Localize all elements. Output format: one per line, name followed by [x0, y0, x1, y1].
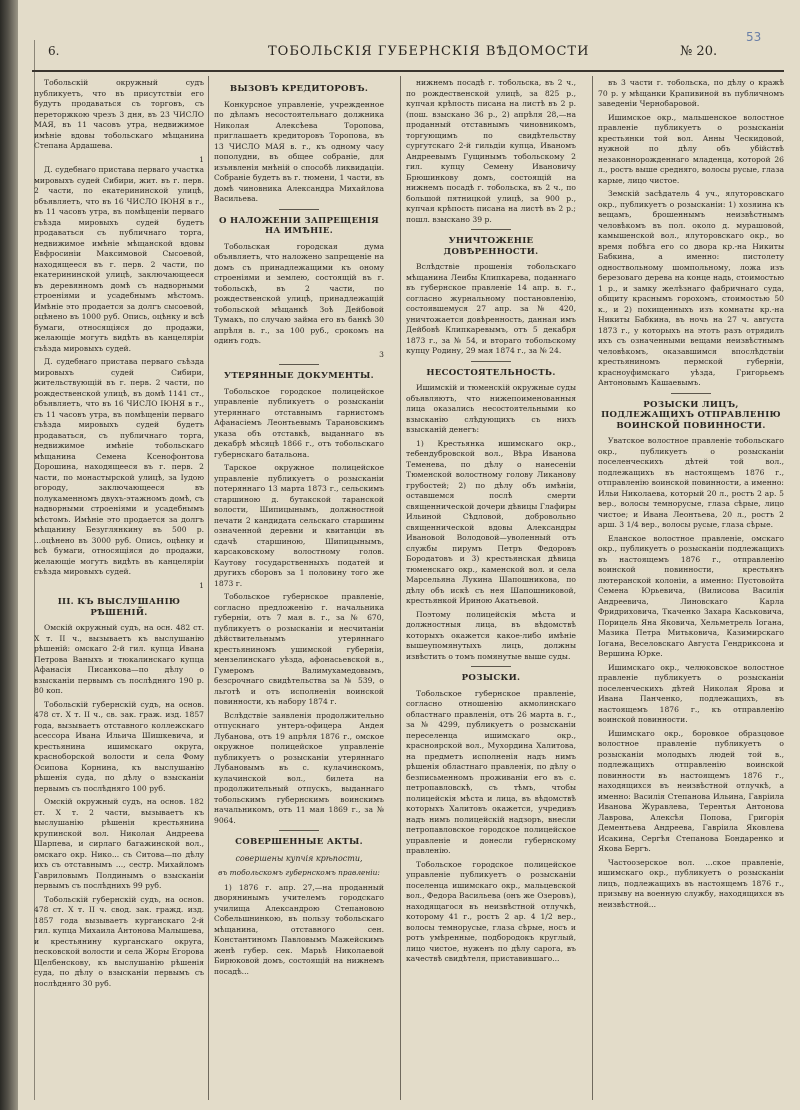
notice-number: 1 — [199, 154, 204, 164]
page-number: 6. — [48, 44, 60, 58]
notice-draft-2: Еланское волостное правленіе, омскаго окр., публикуетъ о розысканіи подлежащихъ въ настоящемъ 1876 г., отправленію воинской повинности, крестьянъ лютеранской колоніи, а именно: Пустовойта Семена Юрьевича, (Вилисова Василія Андреевича, Линовскаго Карла Фридриховича, Ткаченко Захара Каськовича, Порицель Яна Яковича, Хельметрель Іогана, Мазика Петра Митьковича, Казимирскаго Іогана, Веселовскаго Августа Гендриксона и Вершина Юрке. — [598, 533, 784, 658]
section-heading-decisions: III. КЪ ВЫСЛУШАНІЮ РѢШЕНІЙ. — [57, 597, 181, 618]
column-divider — [208, 76, 209, 1100]
notice-insolvency-intro: Ишимскій и тюменскій окружные суды объявляютъ, что нижепоименованныя лица оказались несостоятельными ко взысканію слѣдующихъ съ нихъ взысканій денегъ: — [406, 383, 576, 434]
notice-lost-2: Тарское окружное полицейское управленіе публикуетъ о розысканіи потеряннаго 13 марта 1873 г., сельскимъ старшиною д. бутакской таранской волости, Шипицынымъ, должностной печати 2 кандидата сельскаго старшины означенной деревни и квитанціи въ сдачѣ старшиною, Шипицынымъ, карсаковскому волостному голов. Каутову государственныхъ податей и другихъ сборовъ за 1 половину того же 1873 г. — [214, 463, 384, 588]
notice-draft-5: Частоозерское вол. ...ское правленіе, ишимскаго окр., публикуетъ о розысканіи лицъ, подлежащихъ въ настоящемъ 1876 г., призыву на военную службу, находящихся въ неизвѣстной... — [598, 857, 784, 909]
notice-insolvency-list: 1) Крестьянка ишимскаго окр., тебендубровской вол., Вѣра Иванова Теменева, по дѣлу о нанесеніи Тюменской волостному голову Ликанову грубостей; 2) по дѣлу объ имѣніи, оставшемся послѣ смерти священнической дочери дѣвицы Глафиры Ильиной Сѣдловой, добровольно священнической вдовы Александры Ивановой Володовой—уволенный отъ службы пирумъ Петръ Федоровъ Бородатовъ и 3) крестьянская дѣвица тюменскаго окр., каменской вол. и села Марсельяна Лукина Шапошникова, по дѣлу объ искѣ съ нея Шапошниковой, крестьянкой Ириною Акатьевой. — [406, 438, 576, 605]
notice-lost-4: Вслѣдствіе заявленія продолжительно отпускнаго унтеръ-офицера Андея Лубанова, отъ 19 апрѣля 1876 г., омское окружное полицейское управленіе публикуетъ о розысканіи утеряннаго Лубановымъ въ с. кулачинскомъ, кулачинской вол., билета на продолжительный отпускъ, выданнаго тобольскимъ губернскимъ воинскимъ начальникомъ, отъ 11 мая 1869 г., за № 9064. — [214, 710, 384, 825]
separator — [279, 364, 319, 365]
notice-auction-1: Тобольскій окружный судъ публикуетъ, что въ присутствіи его будутъ продаваться съ торговъ, съ переторжкою чрезъ 3 дня, въ 23 ЧИСЛО МАЯ, въ 11 часовъ утра, недвижимое имѣніе вдовы тобольскаго мѣщанина Степана Ардашева. — [34, 78, 204, 150]
notice-lost-1: Тобольское городское полицейское управленіе публикуетъ о розысканіи утеряннаго отставнымъ гарнистомъ Афанасіемъ Леонтьевымъ Тарановскимъ указа объ отставкѣ, выданнаго въ декабрѣ мѣсяцѣ 1866 г., отъ тобольскаго губернскаго батальона. — [214, 386, 384, 459]
separator — [279, 209, 319, 210]
separator — [279, 830, 319, 831]
notice-draft-4: Ишимскаго окр., боровкое образцовое волостное правленіе публикуетъ о розысканіи молодыхъ людей той в., подлежащихъ отправленію воинской повинности въ настоящемъ 1876 г., находящихся въ неизвѣстной отлучкѣ, а именно: Василія Степанова Ильина, Гавріила Иванова Журавлева, Терентья Антонова Лаврова, Алексѣя Попова, Григорія Дементьева Андреева, Гавріила Яковлева Исакина, Сергѣя Степанова Бондаренко и Якова Бергъ. — [598, 728, 784, 853]
archive-stamp: 53 — [746, 30, 762, 44]
notice-insolvency-outro: Поэтому полицейскія мѣста и должностныя лица, въ вѣдомствѣ которыхъ окажется какое-либо имѣніе вышеупомянутыхъ лицъ, должны извѣстить о томъ помянутые выше суды. — [406, 609, 576, 661]
column-4 — [598, 78, 784, 1098]
column-1 — [34, 78, 204, 1098]
header-rule — [32, 70, 784, 72]
notice-number: 3 — [379, 349, 384, 359]
notice-deed-continued: нижнемъ посадѣ г. тобольска, въ 2 ч., по рождественской улицѣ, за 825 р., купчая крѣпость писана на листѣ въ 2 р. (пош. взыскано 36 р., 2) апрѣля 28,—на проданный отставнымъ чиновникомъ, торгующимъ по свидѣтельству сургутскаго 2-й гильдіи купца, Иваномъ Андреевымъ Гущинымъ тобольскому 2 гил. купцу Семену Ивановичу Брюшинкову домъ, состоящій на нижнемъ посадѣ г. тобольска, въ 2 ч., по большой пятницкой улицѣ, за 900 р., купчая крѣпость писана на листѣ въ 2 р.; пошл. взыскано 39 р. — [406, 78, 576, 224]
section-heading-insolvency: НЕСОСТОЯТЕЛЬНОСТЬ. — [426, 367, 556, 378]
notice-auction-3: Д. судебнаго пристава перваго съѣзда мировыхъ судей Сибири, жительствующій въ г. перв. 2 части, по рождественской улицѣ, въ домѣ 1141 ст., объявляетъ, что въ 16 ЧИСЛО ІЮНЯ в г., съ 11 часовъ утра, въ помѣщеніи перваго съѣзда мировыхъ судей будетъ продаваться, съ публичнаго торга, недвижимое имѣніе тобольскаго мѣщанина Семена Ксенофонтова Дорошина, находящееся въ г. перв. 2 части, по монастырской улицѣ, за Іудою огороду, заключающееся въ полукаменномъ двухъ-этажномъ домѣ, съ надворными строеніями и усадебнымъ мѣстомъ. Имѣніе это продается за долгъ мѣщанину Безуглянкину въ 500 р. ...оцѣнено въ 3000 руб. Опись, оцѣнку и всѣ бумаги, относящіяся до продажи, желающіе могутъ видѣть въ канцеляріи съѣзда мировыхъ судей. — [34, 357, 204, 576]
column-2 — [214, 78, 384, 1098]
separator — [471, 361, 511, 362]
deeds-subheading-2: въ тобольскомъ губернскомъ правленіи: — [218, 868, 380, 877]
section-heading-ban: О НАЛОЖЕНІИ ЗАПРЕЩЕНІЯ НА ИМѢНІЕ. — [218, 215, 380, 236]
separator — [471, 666, 511, 667]
section-heading-lost-documents: УТЕРЯННЫЕ ДОКУМЕНТЫ. — [224, 371, 374, 381]
notice-creditors: Конкурсное управленіе, учрежденное по дѣламъ несостоятельнаго должника Николая Алексѣева Торопова, приглашаетъ кредиторовъ Торопова, въ 13 ЧИСЛО МАЯ в. г., къ одному часу пополудни, въ общее собраніе, для изъявленія мнѣній о способѣ ликвидаціи. Собраніе будетъ въ г. тюмени, 1 части, въ домѣ чиновника Александра Михайлова Васильева. — [214, 99, 384, 203]
column-3 — [406, 78, 576, 1098]
separator — [671, 393, 711, 394]
section-heading-searches: РОЗЫСКИ. — [461, 673, 521, 683]
section-heading-creditors: ВЫЗОВЪ КРЕДИТОРОВЪ. — [229, 84, 369, 94]
notice-decision-1: Омскій окружный судъ, на осн. 482 ст. Х т. II ч., вызываетъ къ выслушанію рѣшеній: омскаго 2-й гил. купца Ивана Петрова Ваныхъ и тюкалинскаго купца Афанасія Писанкова—по дѣлу о взысканіи первымъ съ послѣдняго 190 р. 80 коп. — [34, 623, 204, 695]
notice-search-2: Тобольское городское полицейское управленіе публикуетъ о розысканіи поселенца ишимскаго окр., мальцевской вол., Федора Васильева (онъ же Озеровъ), находящагося въ неизвѣстной отлучкѣ, которому 41 г., ростъ 2 ар. 4 1/2 вер., волосы темнорусые, глаза сѣрые, носъ и ротъ умѣренные, подбородокъ круглый, лицо чистое, нуженъ по дѣлу сарога, въ качествѣ свидѣтеля, приставившаго... — [406, 859, 576, 963]
issue-number: № 20. — [680, 44, 718, 59]
notice-ban: Тобольская городская дума объявляетъ, что наложено запрещеніе на домъ съ принадлежащими къ оному строеніями и землею, состоящій въ г. тобольскѣ, въ 2 части, по рождественской улицѣ, принадлежащій тобольской мѣщанкѣ Зоѣ Дейбовой Тумакъ, по случаю займа его въ банкѣ 30 апрѣля в. г., за 100 руб., срокомъ на одинъ годъ. — [214, 241, 384, 345]
column-divider — [400, 76, 401, 1100]
column-divider — [592, 76, 593, 1100]
newspaper-title: ТОБОЛЬСКІЯ ГУБЕРНСКІЯ ВѢДОМОСТИ — [268, 44, 590, 59]
notice-draft-1: Уватское волостное правленіе тобольскаго окр., публикуетъ о розысканіи поселенческихъ дѣтей той вол., подлежащихъ въ настоящемъ 1876 г., отправленію воинской повинности, а именно: Ильи Николаева, который 20 л., ростъ 2 ар. 5 вер., волосы темнорусые, глаза сѣрые, лицо чистое; и Ивана Леонтьева, 20 л., ростъ 2 арш. 3 1/4 вер., волосы русые, глаза сѣрые. — [598, 436, 784, 529]
notice-decision-3: Омскій окружный судъ, на основ. 182 ст. Х т. 2 части, вызываетъ къ выслушанію рѣшенія крестьянина крупинской вол. Николая Андреева Шарпева, и сирлаго багажинской вол., омскаго окр. Нико... съ Ситова—по дѣлу ихъ съ отставнымъ ..., сестр. Михайломъ Гавриловымъ Полдинымъ о взысканіи первымъ съ послѣднихъ 99 руб. — [34, 797, 204, 890]
notice-draft-3: Ишимскаго окр., челюковское волостное правленіе публикуетъ о розысканіи поселенческихъ дѣтей Николая Ярова и Ивана Панченко, подлежащихъ, въ настоящемъ 1876 г., къ отправленію воинской повинности. — [598, 662, 784, 724]
notice-search-4: Ишимское окр., мальшенское волостное правленіе публикуетъ о розысканіи крестьянки той вол. Анны Ческидовой, нужной по дѣлу объ убійствѣ незаконнорожденнаго младенца, которой 26 л., ростъ выше средняго, волосы русые, глаза карые, лицо чистое. — [598, 112, 784, 185]
section-heading-deeds: СОВЕРШЕННЫЕ АКТЫ. — [235, 837, 363, 847]
deeds-subheading: совершены купчія крѣпости, — [235, 853, 363, 863]
notice-annulment: Вслѣдствіе прошенія тобольскаго мѣщанина Леибы Клипкарева, поданнаго въ губернское правленіе 14 апр. в. г., согласно журнальному постановленію, состоявшемуся 27 апр. за № 420, уничтожается довѣренность, данная имъ Дейбовѣ Клипкаревымъ, отъ 5 декабря 1873 г., за № 54, и втораго тобольскому купцу Родину, 29 мая 1874 г., за № 24. — [406, 262, 576, 355]
notice-auction-2: Д. судебнаго пристава перваго участка мировыхъ судей Сибири, жит. въ г. перв. 2 части, по екатерининской улицѣ, объявляетъ, что въ 16 ЧИСЛО ІЮНЯ в г., въ 11 часовъ утра, въ помѣщеніи перваго съѣзда мировыхъ судей будетъ продаваться съ публичнаго торга, недвижимое имѣніе мѣщанской вдовы Евфросиніи Максимовой Сысоевой, находящееся въ г. перв. 2 части, по екатерининской улицѣ, заключающееся въ деревянномъ домѣ съ надворными строеніями и усадебнымъ мѣстомъ. Имѣніе это продается за долгъ сысоевой, оцѣнено въ 1000 руб. Опись, оцѣнку и всѣ бумаги, относящіяся до продажи, желающіе могутъ видѣть въ канцеляріи съѣзда мировыхъ судей. — [34, 165, 204, 353]
newspaper-page — [18, 0, 800, 1110]
notice-search-1: Тобольское губернское правленіе, согласно отношенію акмолинскаго областнаго правленія, отъ 26 марта в. г., за № 4299, публикуетъ о розысканіи переселенца ишимскаго окр., красноярской вол., Мухордина Халитова, на предметъ исполненія надъ нимъ рѣшенія областнаго правленія, по дѣлу о безписьменномъ проживаніи его въ с. петропавловскѣ, съ тѣмъ, чтобы полицейскія мѣста и лица, въ вѣдомствѣ которыхъ Халитовъ окажется, учредивъ надъ нимъ полицейскій надзоръ, внесли петропавловское городское полицейское управленіе и донесли губернскому правленію. — [406, 688, 576, 855]
notice-decision-4: Тобольскій губернскій судъ, на основ. 478 ст. Х т. II ч. свод. зак. гражд. изд. 1857 года вызываетъ курганскаго 2-й гил. купца Михаила Антонова Малышева, и крестьянину курганскаго округа, песковской волости и села Жоры Егорова Щелбенскову, къ выслушанію рѣшенія суда, по дѣлу о взысканіи первымъ съ послѣдняго 30 руб. — [34, 894, 204, 988]
section-heading-draft: РОЗЫСКИ ЛИЦЪ, ПОДЛЕЖАЩИХЪ ОТПРАВЛЕНІЮ ВОИНСКОЙ ПОВИННОСТИ. — [601, 399, 781, 431]
page-header — [32, 30, 792, 70]
notice-search-5: Земскій засѣдатель 4 уч., ялуторовскаго окр., публикуетъ о розысканіи: 1) хозяина къ вещамъ, брошеннымъ неизвѣстнымъ человѣкомъ въ пол. около д. мурашовой, камышенской вол., ялуторовскаго окр., во время побѣга его со двора кр.-на Никиты Бабкина, а именно: пистолету одноствольному шомпольному, ложа изъ березоваго дерева на конце надь, стоимостью 1 р., и замку желѣзнаго фабричнаго суда, общиту краснымъ горохомъ, стоимостью 50 к., и 2) похищенныхъ изъ комнаты кр.-на Никиты Бабкина, въ ночь на 27 ч. августа 1873 г., у которыхъ на этотъ разъ отрядилъ ихъ съ означенными вещами неизвѣстнымъ человѣкомъ, оказавшимся впослѣдствіи крестьяниномъ пермской губерніи, красноуфимскаго уѣзда, Григорьемъ Антоновымъ Кашаевымъ. — [598, 189, 784, 387]
separator — [471, 229, 511, 230]
notice-lost-3: Тобольское губернское правленіе, согласно предложенію г. начальника губерніи, отъ 7 мая в. г., за № 670, публикуетъ о розысканіи и несчитаніи дѣйствительнымъ утеряннаго крестьяниномъ ушимской губерніи, мензелинскаго уѣзда, афонасьевской в., Гумеромъ Валимухамедовымъ, безсрочнаго свидѣтельства за № 539, о льготѣ и отъ исполненія воинской повинности, къ набору 1874 г. — [214, 592, 384, 706]
section-heading-annulment: УНИЧТОЖЕНІЕ ДОВѢРЕННОСТИ. — [443, 236, 539, 257]
notice-decision-2: Тобольскій губернскій судъ, на основ. 478 ст. Х т. II ч., св. зак. граж. изд. 1857 года, вызываетъ отставного коллежскаго асессора Ивана Ильича Шишкевича, и крестьянина ишимскаго округа, красноборской волости и села Фому Осипова Корнина, къ выслушанію рѣшенія суда, по дѣлу о взысканіи первымъ съ послѣдняго 100 руб. — [34, 699, 204, 793]
notice-search-3: въ 3 части г. тобольска, по дѣлу о кражѣ 70 р. у мѣщанки Крапивиной въ публичномъ заведеніи Чернобаровой. — [598, 78, 784, 108]
notice-number: 1 — [199, 580, 204, 590]
book-binding — [0, 0, 18, 1110]
notice-deed-1: 1) 1876 г. апр. 27,—на проданный дворянинымъ учителемъ городскаго училища Александрою Степановою Собельшнинкою, въ пользу тобольскаго мѣщанина, отставного сен. Константиномъ Павловымъ Мажейскимъ женѣ губер. сек. Марьѣ Николаевой Бирюковой домъ, состоящій на нижнемъ посадѣ... — [214, 882, 384, 976]
facing-page-edge — [18, 40, 35, 1100]
